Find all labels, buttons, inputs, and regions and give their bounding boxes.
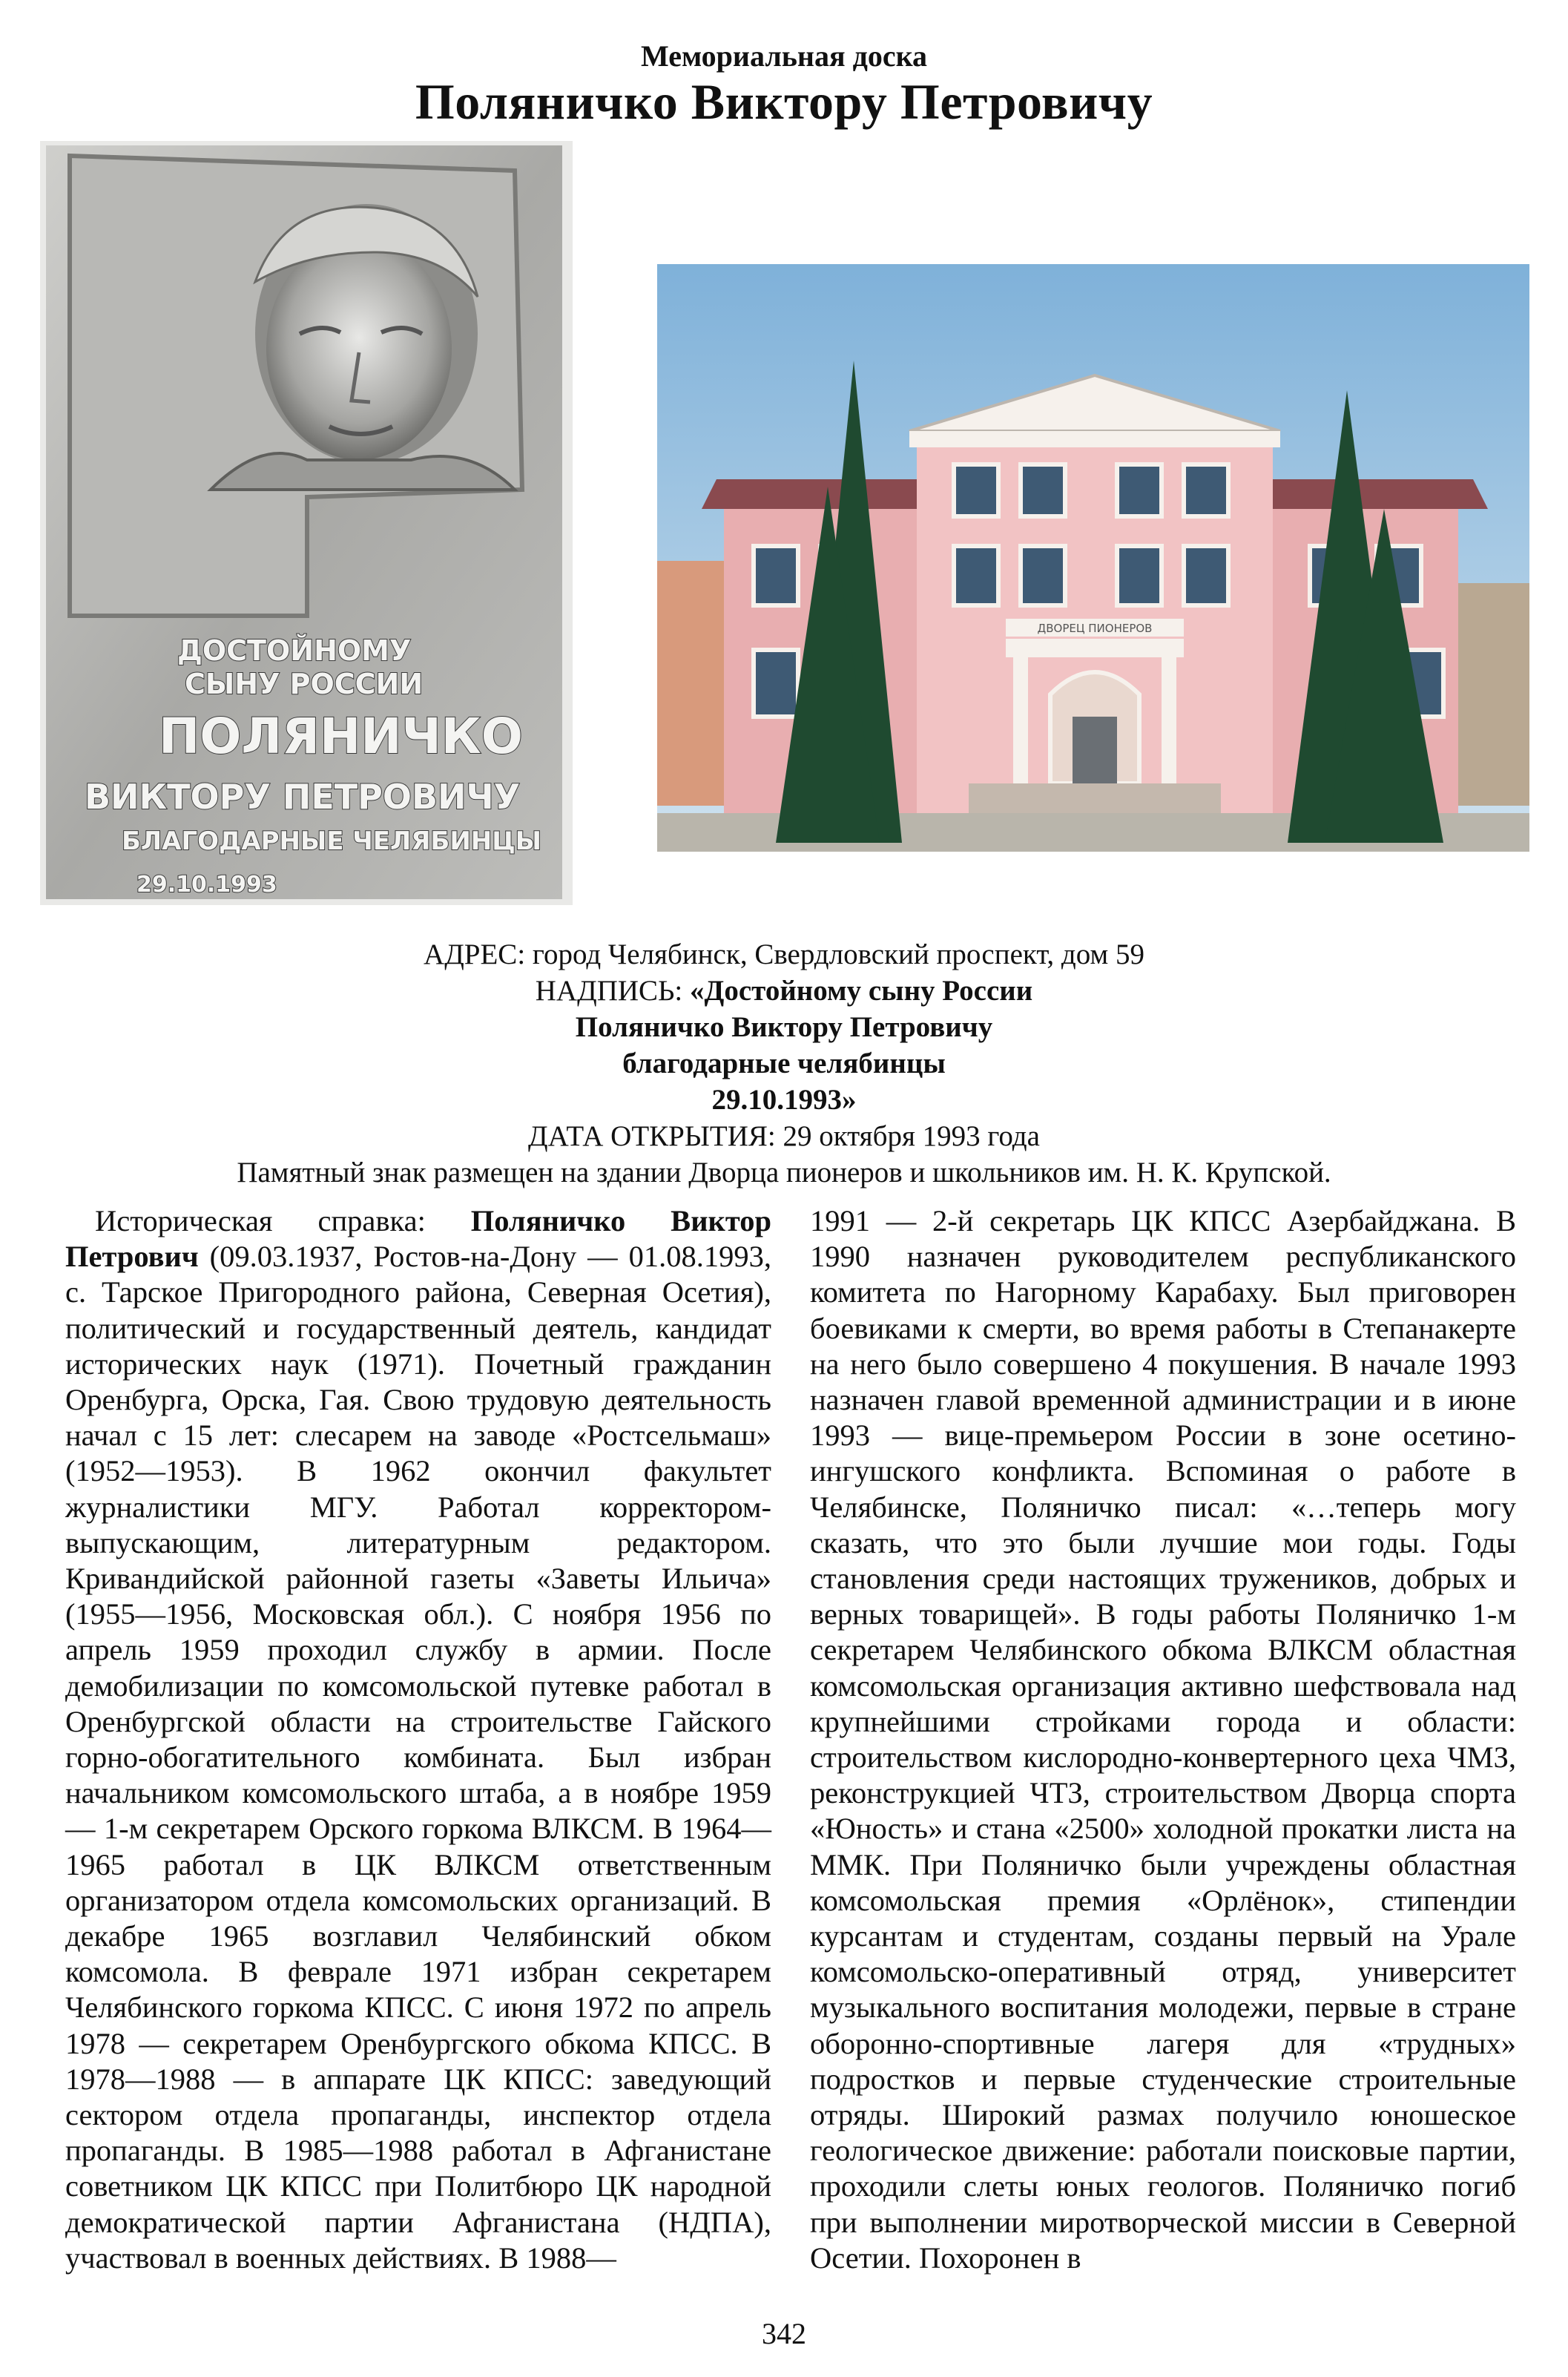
plaque-line-5: БЛАГОДАРНЫЕ ЧЕЛЯБИНЦЫ (122, 826, 542, 856)
building-photo (657, 264, 1529, 852)
plaque-date: 29.10.1993 (136, 872, 277, 898)
plaque-illustration (40, 141, 573, 905)
plaque-line-4: ВИКТОРУ ПЕТРОВИЧУ (85, 777, 521, 817)
inscription-line-1: «Достойному сыну России (690, 975, 1033, 1007)
building-sign: ДВОРЕЦ ПИОНЕРОВ (1037, 622, 1153, 635)
location-note: Памятный знак размещен на здании Дворца пионеров и школьников им. Н. К. Крупской. (237, 1157, 1331, 1188)
inscription-line-2: Поляничко Виктору Петровичу (575, 1011, 993, 1043)
memorial-plaque-photo (40, 141, 573, 905)
inscription-line-3: благодарные челябинцы (622, 1048, 946, 1079)
info-block (0, 936, 1568, 1191)
page-number: 342 (762, 2317, 806, 2350)
article-person-name: Поляничко Виктор Петрович (65, 1204, 771, 1274)
building-illustration (657, 264, 1529, 852)
article-column-right (810, 1203, 1516, 2276)
page-title: Поляничко Виктору Петровичу (415, 73, 1153, 130)
inscription-date-line (0, 1082, 1568, 1118)
inscription-label: НАДПИСЬ: (535, 975, 683, 1007)
address-value: город Челябинск, Свердловский проспект, дом 59 (532, 938, 1144, 970)
address-label: АДРЕС: (424, 938, 526, 970)
plaque-line-3: ПОЛЯНИЧКО (159, 708, 523, 765)
inscription-line (0, 973, 1568, 1009)
opening-line (0, 1118, 1568, 1154)
inscription-close: » (842, 1084, 857, 1116)
address-line (0, 936, 1568, 973)
inscription-line-4: 29.10.1993 (711, 1084, 842, 1116)
opening-label: ДАТА ОТКРЫТИЯ: (528, 1120, 776, 1152)
article-left-paragraph (65, 1203, 771, 2276)
plaque-line-2: СЫНУ РОССИИ (185, 668, 424, 700)
plaque-line-1: ДОСТОЙНОМУ (177, 634, 412, 667)
article-left-text: (09.03.1937, Ростов-на-Дону — 01.08.1993, с. Тарское Пригородного района, Северная Осетия), политический и государственный деятель, кандидат исторических наук (1971). Почетный гражданин Оренбурга, Орска, Гая. Свою трудовую деятельность начал с 15 лет: слесарем на заводе «Ростсельмаш» (1952—1953). В 1962 окончил факультет журналистики МГУ. Работал корректором-выпускающим, литературным редактором. Кривандийской районной газеты «Заветы Ильича» (1955—1956, Московская обл.). С ноября 1956 по апрель 1959 проходил службу в армии. После демобилизации по комсомольской путевке работал в Оренбургской области на строительстве Гайского горно-обогатительного комбината. Был избран начальником комсомольского штаба, а в ноябре 1959 — 1-м секретарем Орского горкома ВЛКСМ. В 1964—1965 работал в ЦК ВЛКСМ ответственным организатором отдела комсомольских организаций. В декабре 1965 возглавил Челябинский обком комсомола. В феврале 1971 избран секретарем Челябинского горкома КПСС. С июня 1972 по апрель 1978 — секретарем Оренбургского обкома КПСС. В 1978—1988 — в аппарате ЦК КПСС: заведующий сектором отдела пропаганды, инспектор отдела пропаганды. В 1985—1988 работал в Афганистане советником ЦК КПСС при Политбюро ЦК народной демократической партии Афганистана (НДПА), участвовал в военных действиях. В 1988— (65, 1240, 771, 2275)
article-right-text: 1991 — 2-й секретарь ЦК КПСС Азербайджана. В 1990 назначен руководителем республиканского комитета по Нагорному Карабаху. Был приговорен боевиками к смерти, во время работы в Степанакерте на него было совершено 4 покушения. В начале 1993 назначен главой временной администрации и в июне 1993 — вице-премьером России в зоне осетино-ингушского конфликта. Вспоминая о работе в Челябинске, Поляничко писал: «…теперь могу сказать, что это были лучшие мои годы. Годы становления среди настоящих тружеников, добрых и верных товарищей». В годы работы Поляничко 1-м секретарем Челябинского обкома ВЛКСМ областная комсомольская организация активно шефствовала над крупнейшими стройками города и области: строительством кислородно-конвертерного цеха ЧМЗ, реконструкцией ЧТЗ, строительством Дворца спорта «Юность» и стана «2500» холодной прокатки листа на ММК. При Поляничко были учреждены областная комсомольская премия «Орлёнок», стипендии курсантам и студентам, созданы первый на Урале комсомольско-оперативный отряд, университет музыкального воспитания молодежи, первые в стране оборонно-спортивные лагеря для «трудных» подростков и первые студенческие строительные отряды. Широкий размах получило юношеское геологическое движение: работали поисковые партии, проходили слеты юных геологов. Поляничко погиб при выполнении миротворческой миссии в Северной Осетии. Похоронен в (810, 1204, 1516, 2275)
opening-value: 29 октября 1993 года (783, 1120, 1040, 1152)
article-column-left (65, 1203, 771, 2276)
page-subtitle: Мемориальная доска (640, 39, 928, 73)
article-lead: Историческая справка: (95, 1204, 426, 1237)
